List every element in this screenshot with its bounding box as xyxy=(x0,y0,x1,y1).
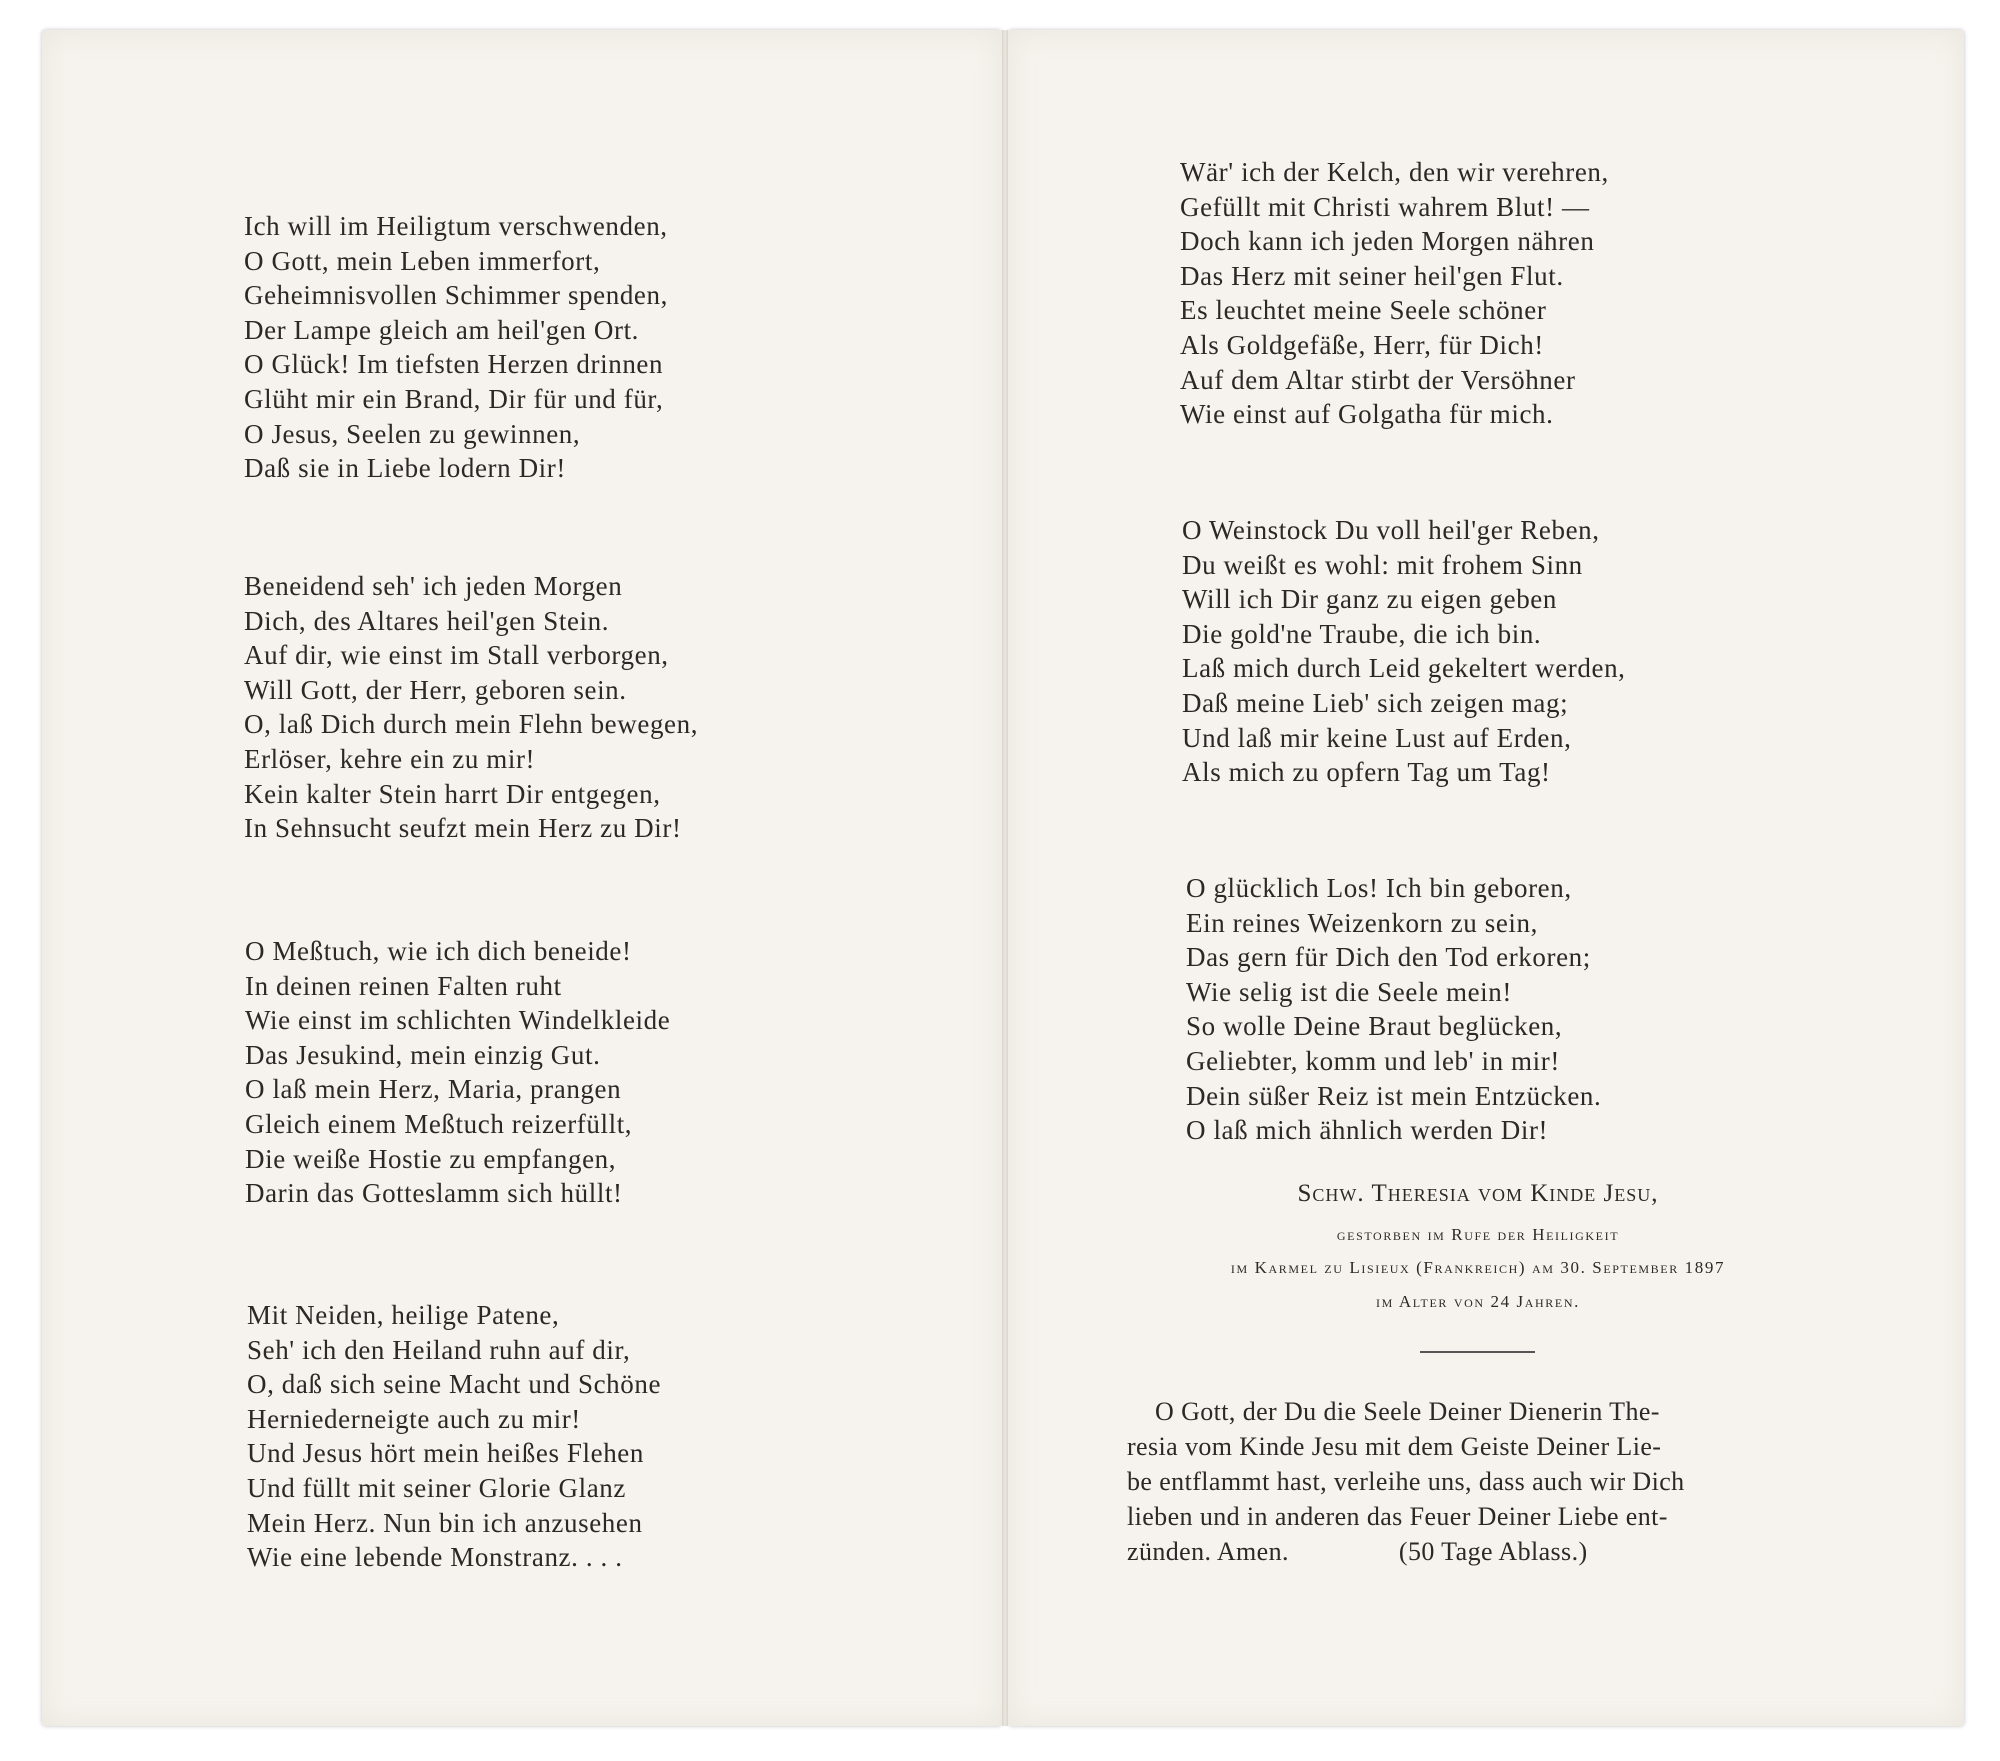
poem-line: Dich, des Altares heil'gen Stein. xyxy=(244,605,610,636)
poem-line: Auf dir, wie einst im Stall verborgen, xyxy=(244,640,669,671)
poem-stanza-6 xyxy=(1182,513,1626,790)
poem-line: O Gott, mein Leben immerfort, xyxy=(244,245,601,276)
poem-line: Laß mich durch Leid gekeltert werden, xyxy=(1182,653,1626,684)
prayer-line: be entflammt hast, verleihe uns, dass auch wir Dich xyxy=(1127,1467,1685,1496)
poem-line: Du weißt es wohl: mit frohem Sinn xyxy=(1182,549,1583,580)
poem-stanza-3 xyxy=(245,934,670,1211)
poem-line: Das Herz mit seiner heil'gen Flut. xyxy=(1180,260,1564,291)
poem-line: Wie einst auf Golgatha für mich. xyxy=(1180,399,1554,430)
poem-line: Ein reines Weizenkorn zu sein, xyxy=(1186,907,1538,938)
poem-line: Daß sie in Liebe lodern Dir! xyxy=(244,453,566,484)
author-signature: Schw. Theresia vom Kinde Jesu, xyxy=(1297,1180,1659,1207)
poem-line: Wär' ich der Kelch, den wir verehren, xyxy=(1180,157,1609,187)
poem-line: Gleich einem Meßtuch reizerfüllt, xyxy=(245,1108,633,1139)
poem-line: Kein kalter Stein harrt Dir entgegen, xyxy=(244,778,661,809)
poem-line: Es leuchtet meine Seele schöner xyxy=(1180,295,1547,326)
poem-line: In deinen reinen Falten ruht xyxy=(245,970,562,1001)
poem-line: Doch kann ich jeden Morgen nähren xyxy=(1180,226,1595,257)
poem-line: Seh' ich den Heiland ruhn auf dir, xyxy=(247,1334,631,1365)
poem-line: Mein Herz. Nun bin ich anzusehen xyxy=(247,1507,643,1538)
poem-line: O, laß Dich durch mein Flehn bewegen, xyxy=(244,709,699,740)
poem-line: Wie einst im schlichten Windelkleide xyxy=(245,1005,671,1036)
divider-line xyxy=(1420,1351,1535,1353)
poem-line: O glücklich Los! Ich bin geboren, xyxy=(1186,873,1572,903)
poem-line: Auf dem Altar stirbt der Versöhner xyxy=(1180,364,1576,395)
poem-line: O Jesus, Seelen zu gewinnen, xyxy=(244,418,581,449)
poem-line: Und Jesus hört mein heißes Flehen xyxy=(247,1438,644,1469)
poem-line: Dein süßer Reiz ist mein Entzücken. xyxy=(1186,1080,1602,1111)
poem-line: Erlöser, kehre ein zu mir! xyxy=(244,743,536,774)
prayer-amen: zünden. Amen. xyxy=(1127,1537,1289,1566)
prayer-line: lieben und in anderen das Feuer Deiner Liebe ent- xyxy=(1127,1502,1668,1531)
poem-line: In Sehnsucht seufzt mein Herz zu Dir! xyxy=(244,813,682,844)
poem-line: Wie selig ist die Seele mein! xyxy=(1186,976,1512,1007)
poem-line: O Meßtuch, wie ich dich beneide! xyxy=(245,936,632,966)
poem-line: Das gern für Dich den Tod erkoren; xyxy=(1186,942,1591,973)
poem-line: Herniederneigte auch zu mir! xyxy=(247,1403,581,1434)
poem-line: Als mich zu opfern Tag um Tag! xyxy=(1182,757,1551,788)
poem-stanza-4 xyxy=(247,1298,661,1575)
prayer-last-line xyxy=(1127,1534,1837,1569)
indulgence-note: (50 Tage Ablass.) xyxy=(1398,1537,1588,1566)
poem-line: Und laß mir keine Lust auf Erden, xyxy=(1182,722,1572,753)
poem-line: Beneidend seh' ich jeden Morgen xyxy=(244,571,623,601)
poem-line: O laß mich ähnlich werden Dir! xyxy=(1186,1115,1549,1146)
prayer-text xyxy=(1127,1394,1837,1569)
author-death-place-date: im Karmel zu Lisieux (Frankreich) am 30. September 1897 xyxy=(1230,1258,1726,1277)
poem-line: Das Jesukind, mein einzig Gut. xyxy=(245,1039,601,1070)
poem-line: Und füllt mit seiner Glorie Glanz xyxy=(247,1472,626,1503)
poem-stanza-2 xyxy=(244,569,698,846)
poem-line: Will ich Dir ganz zu eigen geben xyxy=(1182,584,1557,615)
prayer-line: O Gott, der Du die Seele Deiner Dienerin The- xyxy=(1155,1397,1660,1426)
poem-line: O Weinstock Du voll heil'ger Reben, xyxy=(1182,515,1600,545)
poem-line: Daß meine Lieb' sich zeigen mag; xyxy=(1182,687,1569,718)
poem-line: O Glück! Im tiefsten Herzen drinnen xyxy=(244,349,664,380)
poem-stanza-5 xyxy=(1180,155,1609,432)
page-fold xyxy=(1002,30,1008,1726)
poem-line: Glüht mir ein Brand, Dir für und für, xyxy=(244,383,664,414)
poem-line: O, daß sich seine Macht und Schöne xyxy=(247,1369,662,1400)
poem-line: Darin das Gotteslamm sich hüllt! xyxy=(245,1178,623,1209)
poem-line: O laß mein Herz, Maria, prangen xyxy=(245,1074,622,1105)
author-death-note: gestorben im Rufe der Heiligkeit xyxy=(1336,1225,1620,1244)
prayer-line: resia vom Kinde Jesu mit dem Geiste Deiner Lie- xyxy=(1127,1432,1662,1461)
poem-line: Der Lampe gleich am heil'gen Ort. xyxy=(244,314,640,345)
author-age: im Alter von 24 Jahren. xyxy=(1376,1292,1580,1311)
poem-line: Als Goldgefäße, Herr, für Dich! xyxy=(1180,329,1544,360)
poem-line: Die weiße Hostie zu empfangen, xyxy=(245,1143,617,1174)
poem-line: Mit Neiden, heilige Patene, xyxy=(247,1300,560,1330)
poem-line: Gefüllt mit Christi wahrem Blut! — xyxy=(1180,191,1590,222)
poem-line: Wie eine lebende Monstranz. . . . xyxy=(247,1542,623,1573)
poem-line: Will Gott, der Herr, geboren sein. xyxy=(244,674,627,705)
poem-stanza-7 xyxy=(1186,871,1601,1148)
poem-line: Geheimnisvollen Schimmer spenden, xyxy=(244,280,668,311)
poem-line: Ich will im Heiligtum verschwenden, xyxy=(244,211,668,241)
poem-line: Geliebter, komm und leb' in mir! xyxy=(1186,1045,1560,1076)
poem-stanza-1 xyxy=(244,209,668,486)
poem-line: Die gold'ne Traube, die ich bin. xyxy=(1182,618,1542,649)
poem-line: So wolle Deine Braut beglücken, xyxy=(1186,1011,1563,1042)
